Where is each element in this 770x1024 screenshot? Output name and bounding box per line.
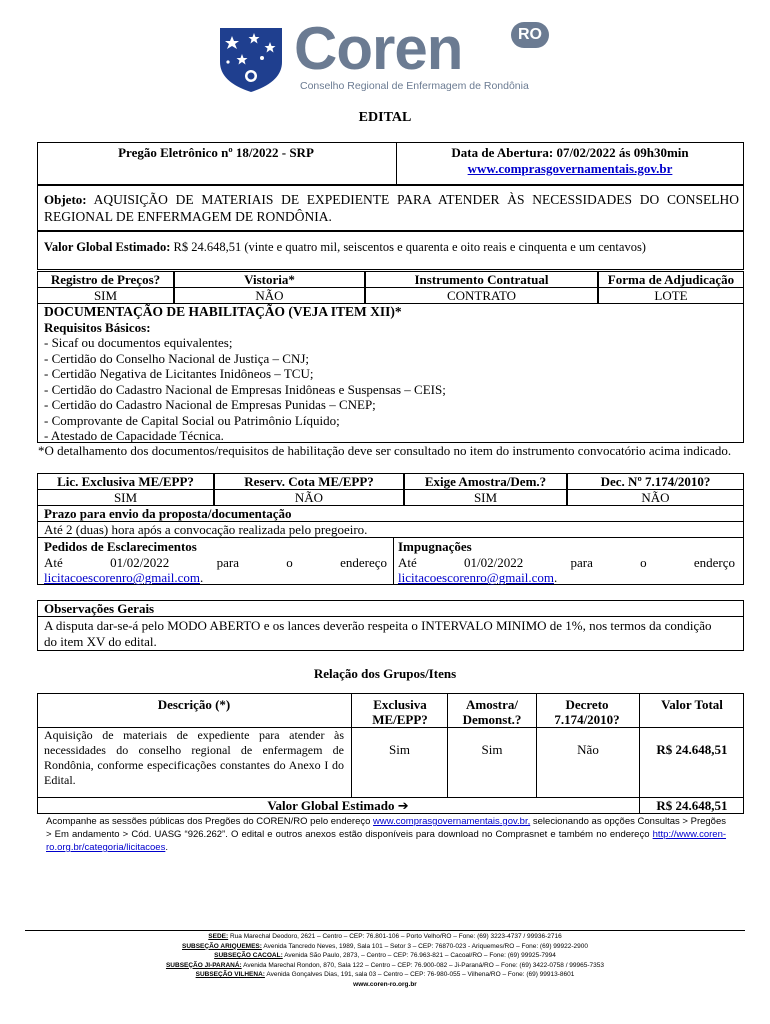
- pedidos-word: o: [286, 555, 293, 570]
- grid1-value-registro: SIM: [37, 287, 174, 304]
- footer-line-text: Avenida Gonçalves Dias, 191, sala 03 – Centro – CEP: 76-980-055 – Vilhena/RO – Fone: (69) 99913-8601: [264, 971, 575, 978]
- arrow-right-icon: ➔: [397, 799, 409, 814]
- grid1-header-registro: Registro de Preços?: [37, 271, 174, 288]
- footer-line-label: SUBSEÇÃO VILHENA:: [195, 971, 265, 978]
- impug-word: o: [640, 555, 647, 570]
- pedidos-word: endereço: [340, 555, 387, 570]
- footer-line-text: Rua Marechal Deodoro, 2621 – Centro – CEP: 76.801-106 – Porto Velho/RO – Fone: (69) 3223-4737 / 99936-2716: [228, 933, 562, 940]
- document-title: EDITAL: [358, 110, 412, 125]
- requisito-item: - Certidão do Cadastro Nacional de Empresas Inidôneas e Suspensas – CEIS;: [44, 381, 446, 397]
- acompanhe-paragraph: [46, 815, 726, 854]
- footer-rule: [25, 930, 745, 931]
- grid1-header-forma: Forma de Adjudicação: [598, 271, 744, 288]
- items-header-descricao: Descrição (*): [157, 697, 231, 712]
- impug-word: 01/02/2022: [464, 555, 524, 570]
- objeto-label: Objeto:: [44, 192, 87, 207]
- items-total-label-line: [38, 798, 638, 814]
- valor-value: R$ 24.648,51 (vinte e quatro mil, seiscentos e quarenta e oito reais e cinquenta e um centavos): [173, 240, 646, 254]
- footer-line: [25, 942, 745, 952]
- obs-divider: [37, 616, 744, 617]
- obs-text: A disputa dar-se-á pelo MODO ABERTO e os lances deverão respeita o INTERVALO MINIMO de 1%, nos termos da condição do item XV do edital.: [44, 618, 712, 649]
- pedidos-email-link[interactable]: licitacoescorenro@gmail.com: [44, 570, 200, 585]
- grid1-value-instrumento: CONTRATO: [365, 287, 598, 304]
- impug-email-line: licitacoescorenro@gmail.com.: [398, 570, 558, 585]
- site-link-wrap: [397, 161, 743, 176]
- footer-line-label: SEDE:: [208, 933, 229, 940]
- logo-badge: RO: [511, 22, 549, 48]
- items-header-decreto: Decreto 7.174/2010?: [554, 697, 620, 727]
- footer-line: [25, 951, 745, 961]
- footer-line-text: Avenida Marechal Rondon, 870, Sala 122 – Centro – CEP: 76.900-082 – Ji-Paraná/RO – Fone: (69) 3422-0758 / 99965-7353: [241, 961, 605, 969]
- pedidos-divider: [393, 537, 394, 585]
- footer-line-label: SUBSEÇÃO ARIQUEMES:: [182, 942, 262, 950]
- items-row-exclusiva: Sim: [389, 742, 410, 757]
- grid2-header-dec: Dec. Nº 7.174/2010?: [567, 473, 744, 490]
- requisitos-list: [44, 335, 734, 444]
- objeto-value: AQUISIÇÃO DE MATERIAIS DE EXPEDIENTE PARA ATENDER ÀS NECESSIDADES DO CONSELHO REGIONAL DE ENFERMAGEM DE RONDÔNIA.: [44, 192, 739, 224]
- items-header-valor: Valor Total: [661, 697, 723, 712]
- acompanhe-end: .: [165, 842, 168, 853]
- items-total-value: R$ 24.648,51: [656, 798, 728, 813]
- grid2-value-amostra: SIM: [404, 489, 567, 506]
- grid2-value-dec: NÃO: [567, 489, 744, 506]
- impug-word: enderço: [693, 555, 735, 570]
- data-abertura: Data de Abertura: 07/02/2022 ás 09h30min: [451, 145, 689, 160]
- requisito-item: - Certidão do Conselho Nacional de Justiça – CNJ;: [44, 350, 310, 366]
- items-total-label: Valor Global Estimado: [267, 798, 395, 813]
- items-header-exclusiva: Exclusiva ME/EPP?: [372, 697, 428, 727]
- prazo-text: Até 2 (duas) hora após a convocação realizada pelo pregoeiro.: [44, 522, 368, 537]
- impug-title: Impugnações: [398, 539, 472, 554]
- grid1-value-vistoria: NÃO: [174, 287, 365, 304]
- pedidos-email-line: licitacoescorenro@gmail.com.: [44, 570, 204, 585]
- impug-email-link[interactable]: licitacoescorenro@gmail.com: [398, 570, 554, 585]
- acompanhe-text: selecionando as opções Consultas > Pregões > Em andamento > Cód. UASG “926.262”. O edital e outros anexos estão disponíveis para download no Comprasnet e também no endereço: [46, 816, 727, 840]
- requisito-item: - Sicaf ou documentos equivalentes;: [44, 335, 233, 350]
- footer-line-label: SUBSEÇÃO CACOAL:: [214, 952, 283, 959]
- pedidos-line: [44, 555, 387, 570]
- logo-wordmark: Coren: [294, 15, 463, 82]
- objeto-text: [44, 191, 739, 225]
- items-row-descricao: Aquisição de materiais de expediente para atender às necessidades do conselho regional de enfermagem de Rondônia, conforme especificações constantes do Anexo I do Edital.: [44, 728, 344, 787]
- habilitacao-title: DOCUMENTAÇÃO DE HABILITAÇÃO (VEJA ITEM XII)*: [44, 304, 402, 319]
- requisito-item: - Atestado de Capacidade Técnica.: [44, 428, 224, 443]
- relacao-title: Relação dos Grupos/Itens: [313, 666, 457, 681]
- obs-title: Observações Gerais: [44, 601, 155, 616]
- acompanhe-text: Acompanhe as sessões públicas dos Pregões do COREN/RO pelo endereço: [46, 816, 371, 827]
- grid2-header-lic: Lic. Exclusiva ME/EPP?: [37, 473, 214, 490]
- grid1-value-forma: LOTE: [598, 287, 744, 304]
- coren-licitacoes-link[interactable]: http://www.coren-ro.org.br/categoria/licitacoes: [46, 829, 727, 853]
- requisito-item: - Comprovante de Capital Social ou Patrimônio Líquido;: [44, 412, 340, 428]
- pedidos-title: Pedidos de Esclarecimentos: [44, 539, 197, 554]
- requisitos-title: Requisitos Básicos:: [44, 320, 151, 335]
- comprasnet-link[interactable]: www.comprasgovernamentais.gov.br,: [373, 816, 531, 827]
- grid2-header-amostra: Exige Amostra/Dem.?: [404, 473, 567, 490]
- prazo-title: Prazo para envio da proposta/documentação: [44, 506, 292, 521]
- footer-line-text: Avenida São Paulo, 2873, – Centro – CEP: 76.963-821 – Cacoal/RO – Fone: (69) 99925-7994: [282, 952, 556, 959]
- footer: [25, 932, 745, 989]
- grid1-header-vistoria: Vistoria*: [174, 271, 365, 288]
- valor-label: Valor Global Estimado:: [44, 240, 171, 254]
- grid1-header-instrumento: Instrumento Contratual: [365, 271, 598, 288]
- footer-line: [25, 932, 745, 942]
- grid2-header-cota: Reserv. Cota ME/EPP?: [214, 473, 404, 490]
- pedidos-word: para: [216, 555, 239, 570]
- footer-line-text: Avenida Tancredo Neves, 1989, Sala 101 – Setor 3 – CEP: 76870-023 - Ariquemes/RO – Fone: (69) 99922-2900: [261, 942, 588, 950]
- requisito-item: - Certidão do Cadastro Nacional de Empresas Punidas – CNEP;: [44, 397, 376, 412]
- pregao-number: Pregão Eletrônico nº 18/2022 - SRP: [118, 145, 314, 160]
- logo-subtitle: Conselho Regional de Enfermagem de Rondônia: [300, 80, 529, 92]
- items-row-valor: R$ 24.648,51: [656, 742, 728, 757]
- pedidos-word: Até: [44, 555, 63, 570]
- items-row-amostra: Sim: [481, 742, 503, 757]
- grid2-value-lic: SIM: [37, 489, 214, 506]
- footer-line: [25, 970, 745, 980]
- footer-site: www.coren-ro.org.br: [353, 980, 417, 988]
- impug-line: [398, 555, 735, 570]
- footer-line: [25, 961, 745, 971]
- grid2-value-cota: NÃO: [214, 489, 404, 506]
- impug-word: para: [570, 555, 593, 570]
- impug-word: Até: [398, 555, 417, 570]
- items-row-decreto: Não: [577, 742, 599, 757]
- pedidos-word: 01/02/2022: [110, 555, 170, 570]
- detalhamento-note: *O detalhamento dos documentos/requisitos de habilitação deve ser consultado no item do instrumento convocatório acima indicado.: [38, 443, 732, 458]
- items-header-amostra: Amostra/ Demonst.?: [462, 697, 522, 727]
- requisito-item: - Certidão Negativa de Licitantes Inidôneos – TCU;: [44, 366, 314, 381]
- valor-text: [44, 240, 739, 255]
- site-link[interactable]: www.comprasgovernamentais.gov.br: [467, 161, 673, 176]
- footer-line-label: SUBSEÇÃO JI-PARANÁ:: [165, 961, 242, 969]
